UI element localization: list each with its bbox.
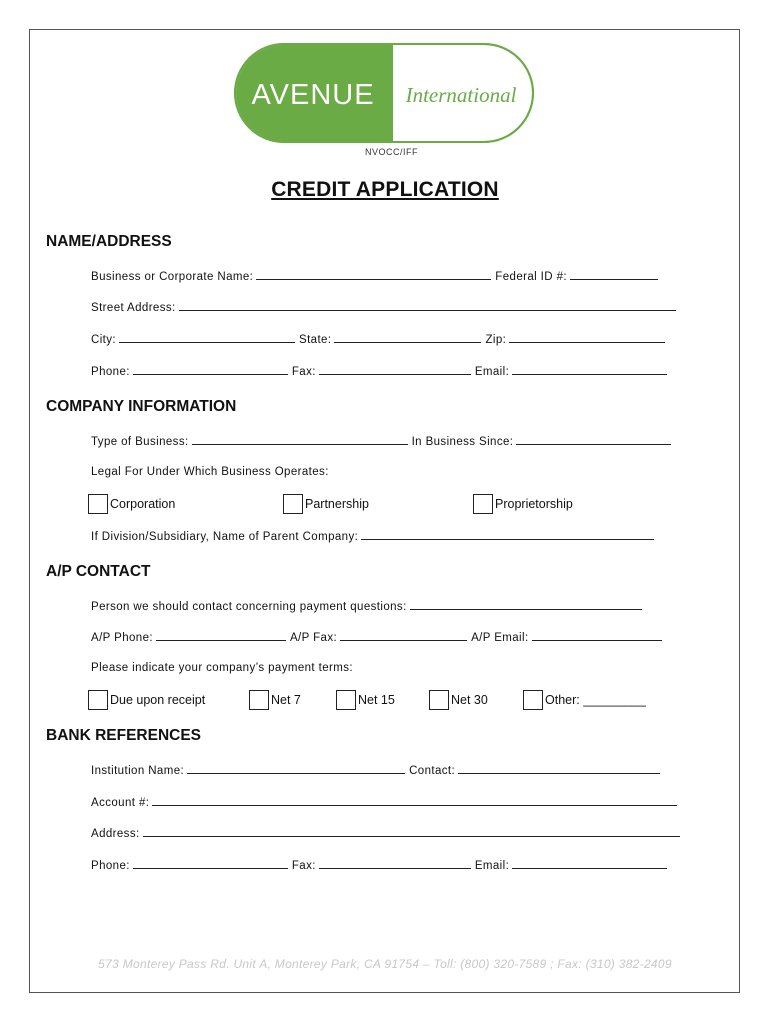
net-15-checkbox[interactable] <box>336 690 356 710</box>
business-since-field[interactable] <box>516 435 671 445</box>
bank-phone-label: Phone: <box>91 860 130 872</box>
bank-address-label: Address: <box>91 828 140 840</box>
due-upon-receipt-checkbox[interactable] <box>88 690 108 710</box>
state-label: State: <box>299 334 332 346</box>
business-type-label: Type of Business: <box>91 436 189 448</box>
business-name-field[interactable] <box>256 270 491 280</box>
partnership-checkbox[interactable] <box>283 494 303 514</box>
parent-company-row <box>91 530 654 543</box>
street-row <box>91 301 676 314</box>
bank-contact-label: Contact: <box>409 765 456 777</box>
bank-address-field[interactable] <box>143 827 680 837</box>
business-type-field[interactable] <box>192 435 408 445</box>
due-upon-receipt-label: Due upon receipt <box>110 693 206 707</box>
other-label: Other: _________ <box>545 693 646 707</box>
option-due-upon-receipt[interactable] <box>88 690 205 710</box>
ap-person-field[interactable] <box>410 600 642 610</box>
business-name-row <box>91 270 658 283</box>
logo-left-text: AVENUE <box>251 79 375 111</box>
net-30-label: Net 30 <box>451 693 488 707</box>
bank-fax-field[interactable] <box>319 859 471 869</box>
net-7-label: Net 7 <box>271 693 301 707</box>
other-checkbox[interactable] <box>523 690 543 710</box>
ap-person-row <box>91 600 642 613</box>
phone-row <box>91 365 667 378</box>
business-type-row <box>91 435 671 448</box>
bank-email-label: Email: <box>474 860 510 872</box>
account-field[interactable] <box>152 796 677 806</box>
company-logo <box>233 42 535 144</box>
payment-terms-label: Please indicate your company’s payment terms: <box>91 662 353 674</box>
legal-form-label: Legal For Under Which Business Operates: <box>91 466 329 478</box>
section-ap-contact: A/P CONTACT <box>46 563 151 580</box>
bank-address-row <box>91 827 680 840</box>
section-company-information: COMPANY INFORMATION <box>46 398 237 415</box>
ap-email-field[interactable] <box>532 631 662 641</box>
option-proprietorship[interactable] <box>473 494 573 514</box>
city-row <box>91 333 665 346</box>
logo-right-text: International <box>405 83 517 107</box>
federal-id-field[interactable] <box>570 270 658 280</box>
business-name-label: Business or Corporate Name: <box>91 271 254 283</box>
phone-field[interactable] <box>133 365 288 375</box>
ap-phone-label: A/P Phone: <box>91 632 153 644</box>
ap-person-label: Person we should contact concerning payment questions: <box>91 601 407 613</box>
fax-label: Fax: <box>291 366 316 378</box>
account-row <box>91 796 677 809</box>
option-net-7[interactable] <box>249 690 301 710</box>
phone-label: Phone: <box>91 366 130 378</box>
street-label: Street Address: <box>91 302 176 314</box>
corporation-label: Corporation <box>110 497 176 511</box>
ap-email-label: A/P Email: <box>471 632 529 644</box>
option-net-15[interactable] <box>336 690 395 710</box>
bank-phone-row <box>91 859 667 872</box>
federal-id-label: Federal ID #: <box>495 271 567 283</box>
state-field[interactable] <box>334 333 481 343</box>
city-label: City: <box>91 334 116 346</box>
bank-email-field[interactable] <box>512 859 667 869</box>
proprietorship-label: Proprietorship <box>495 497 573 511</box>
footer-address: 573 Monterey Pass Rd. Unit A, Monterey Park, CA 91754 – Toll: (800) 320-7589 ; Fax: (310) 382-2409 <box>98 957 672 971</box>
page-title: CREDIT APPLICATION <box>271 178 499 201</box>
net-15-label: Net 15 <box>358 693 395 707</box>
email-label: Email: <box>474 366 510 378</box>
option-corporation[interactable] <box>88 494 175 514</box>
parent-company-label: If Division/Subsidiary, Name of Parent Company: <box>91 531 359 543</box>
option-other[interactable] <box>523 690 646 710</box>
option-partnership[interactable] <box>283 494 369 514</box>
partnership-label: Partnership <box>305 497 369 511</box>
bank-fax-label: Fax: <box>291 860 316 872</box>
payment-terms-row <box>91 662 353 674</box>
net-7-checkbox[interactable] <box>249 690 269 710</box>
corporation-checkbox[interactable] <box>88 494 108 514</box>
city-field[interactable] <box>119 333 295 343</box>
business-since-label: In Business Since: <box>411 436 514 448</box>
section-name-address: NAME/ADDRESS <box>46 233 172 250</box>
bank-phone-field[interactable] <box>133 859 288 869</box>
zip-field[interactable] <box>509 333 665 343</box>
ap-fax-field[interactable] <box>340 631 467 641</box>
street-field[interactable] <box>179 301 676 311</box>
institution-row <box>91 764 660 777</box>
fax-field[interactable] <box>319 365 471 375</box>
bank-contact-field[interactable] <box>458 764 660 774</box>
institution-field[interactable] <box>187 764 405 774</box>
ap-phone-field[interactable] <box>156 631 286 641</box>
institution-label: Institution Name: <box>91 765 185 777</box>
option-net-30[interactable] <box>429 690 488 710</box>
zip-label: Zip: <box>485 334 507 346</box>
section-bank-references: BANK REFERENCES <box>46 727 202 744</box>
logo-tagline: NVOCC/IFF <box>365 147 418 157</box>
account-label: Account #: <box>91 797 150 809</box>
proprietorship-checkbox[interactable] <box>473 494 493 514</box>
legal-form-row <box>91 466 329 478</box>
email-field[interactable] <box>512 365 667 375</box>
ap-fax-label: A/P Fax: <box>289 632 338 644</box>
net-30-checkbox[interactable] <box>429 690 449 710</box>
ap-phone-row <box>91 631 662 644</box>
parent-company-field[interactable] <box>361 530 654 540</box>
